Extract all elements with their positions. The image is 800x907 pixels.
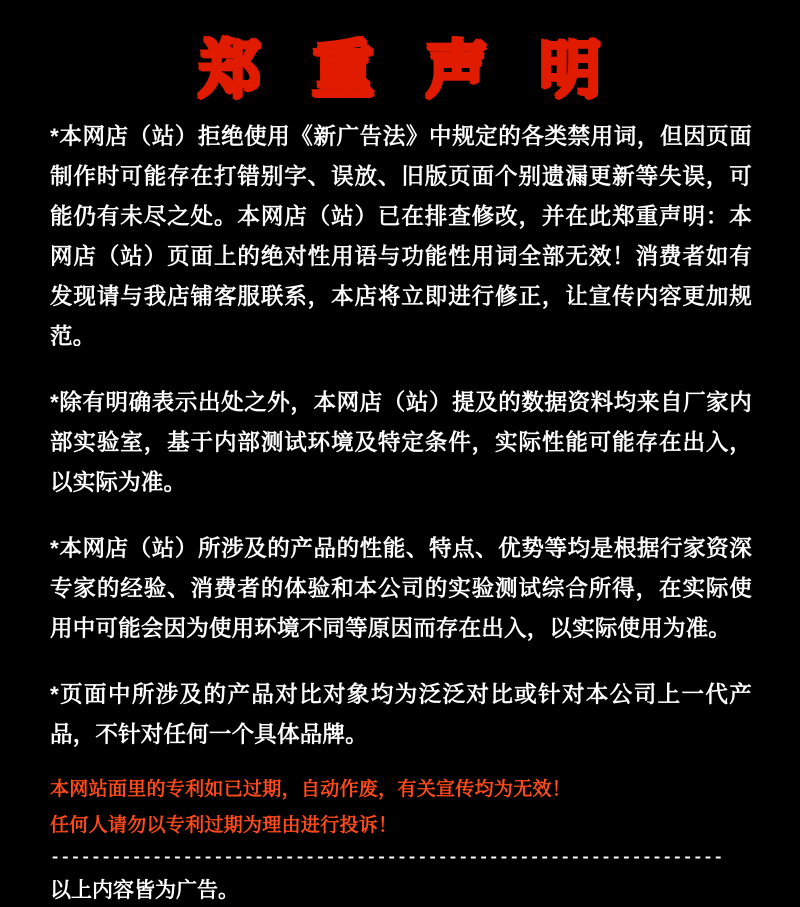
disclaimer-body (0, 117, 800, 907)
patent-notice-2: 任何人请勿以专利过期为理由进行投诉！ (50, 815, 398, 837)
dashed-divider: ------------------------------------------------------------------ (50, 849, 724, 869)
paragraph-3: *本网店（站）所涉及的产品的性能、特点、优势等均是根据行家资深专家的经验、消费者的体验和本公司的实验测试综合所得，在实际使用中可能会因为使用环境不同等原因而存在出入，以实际使用为准。 (50, 536, 752, 642)
patent-notice-1: 本网站面里的专利如已过期，自动作废，有关宣传均为无效！ (50, 779, 572, 801)
paragraph-1: *本网店（站）拒绝使用《新广告法》中规定的各类禁用词，但因页面制作时可能存在打错别字、误放、旧版页面个别遗漏更新等失误，可能仍有未尽之处。本网店（站）已在排查修改，并在此郑重声明：本网店（站）页面上的绝对性用语与功能性用词全部无效！消费者如有发现请与我店铺客服联系，本店将立即进行修正，让宣传内容更加规范。 (50, 124, 752, 350)
page-title: 郑 重 声 明 (198, 37, 620, 105)
paragraph-4: *页面中所涉及的产品对比对象均为泛泛对比或针对本公司上一代产品，不针对任何一个具体品牌。 (50, 682, 752, 748)
advertisement-footer-note: 以上内容皆为广告。 (50, 879, 239, 903)
paragraph-2: *除有明确表示出处之外，本网店（站）提及的数据资料均来自厂家内部实验室，基于内部测试环境及特定条件，实际性能可能存在出入，以实际为准。 (50, 390, 752, 496)
